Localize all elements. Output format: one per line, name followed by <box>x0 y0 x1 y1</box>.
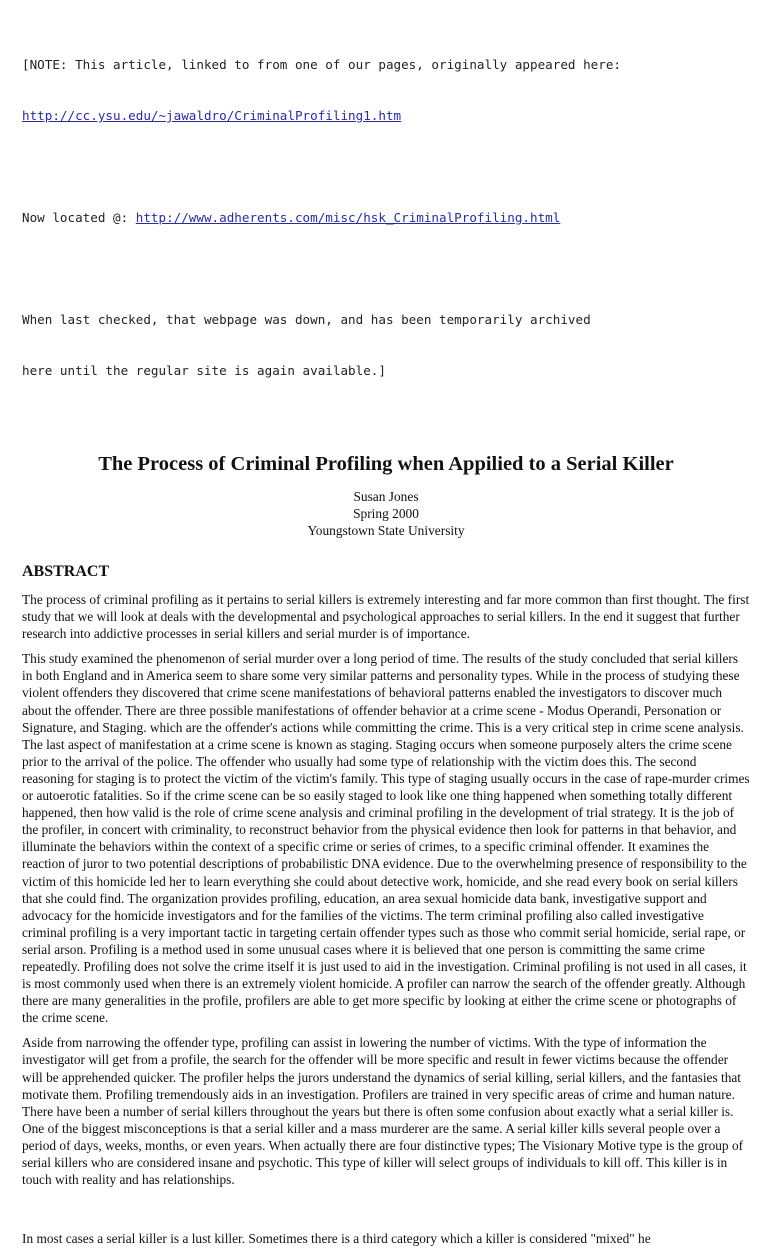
original-url-link[interactable]: http://cc.ysu.edu/~jawaldro/CriminalProfiling1.htm <box>22 108 402 123</box>
abstract-paragraph: The process of criminal profiling as it pertains to serial killers is extremely interesting and far more common than first thought. The first study that we will look at deals with the developmental and psychological approaches to serial killers. In the end it suggest that further research into addictive processes in serial killers and serial murder is of importance. <box>22 592 750 642</box>
now-located-line <box>22 209 750 226</box>
document-page <box>22 22 750 1255</box>
body-paragraph: This study examined the phenomenon of serial murder over a long period of time. The results of the study concluded that serial killers in both England and in America seem to share some very similar patterns and personality types. While in the process of studying these violent offenders they discovered that crime scene manifestations of behavioral patterns enabled the investigators to discover much about the offender. There are three possible manifestations of offender behavior at a crime scene - Modus Operandi, Personation or Signature, and Staging. which are the offender's actions while committing the crime. This is a very critical step in crime scene analysis. The last aspect of manifestation at a crime scene is known as staging. Staging occurs when someone purposely alters the crime scene prior to the arrival of the police. The offender who usually had some type of relationship with the victim does this. The second reasoning for staging is to protect the victim of the victim's family. This type of staging usually occurs in the case of rape-murder crimes or autoerotic fatalities. So if the crime scene can be so easily staged to look like one thing happened when something totally different happened, then how valid is the role of crime scene analysis and criminal profiling in the development of trial strategy. It is the job of the profiler, in concert with criminality, to reconstruct behavior from the physical evidence then look for patterns in that behavior, and illuminate the behaviors within the context of a specific crime or series of crimes, to a specific criminal offender. It examines the reaction of juror to two potential descriptions of probabilistic DNA evidence. Due to the overwhelming presence of responsibility to the victim of this homicide led her to learn everything she could about detective work, homicide, and she read every book on serial killers that she could find. The organization provides profiling, education, an area sexual homicide data bank, investigative support and advocacy for the homicide investigators and for the families of the victims. The term criminal profiling also called investigative criminal profiling is a very important tactic in targeting certain offender types such as those who commit serial homicide, serial rape, or serial arson. Profiling is a method used in some unusual cases where it is believed that one person is committing the same crime repeatedly. Profiling does not solve the crime itself it is just used to aid in the investigation. Criminal profiling is not used in all cases, it is most commonly used when there is an extremely violent homicide. A profiler can narrow the search of the offender greatly. Although there are many generalities in the profile, profilers are able to get more specific by looking at either the crime scene or photographs of the crime scene. <box>22 651 750 1026</box>
archive-line-1: When last checked, that webpage was down, and has been temporarily archived <box>22 312 591 327</box>
now-located-label: Now located @: <box>22 210 136 225</box>
term: Spring 2000 <box>353 506 419 521</box>
archive-note <box>22 22 750 413</box>
note-line-1: [NOTE: This article, linked to from one of our pages, originally appeared here: <box>22 57 621 72</box>
archive-line-2: here until the regular site is again available.] <box>22 363 386 378</box>
author-name: Susan Jones <box>353 489 419 504</box>
abstract-heading: ABSTRACT <box>22 563 110 580</box>
body-paragraph: Aside from narrowing the offender type, profiling can assist in lowering the number of victims. With the type of information the investigator will get from a profile, the search for the offender will be more specific and result in fewer victims because the offender will be apprehended quicker. The profiler helps the jurors understand the dynamics of serial killing, serial killers, and the fantasies that motivate them. Profiling tremendously aids in an investigation. Profilers are trained in very specific areas of crime and human nature. There have been a number of serial killers throughout the years but there is often some confusion about exactly what a serial killer is. One of the biggest misconceptions is that a serial killer and a mass murderer are the same. A serial killer kills several people over a period of days, weeks, months, or even years. When actually there are four distinctive types; The Visionary Motive type is the group of serial killers who are considered insane and psychotic. This type of killer will select groups of individuals to kill off. This killer is in touch with reality and has relationships. <box>22 1035 744 1188</box>
article-title: The Process of Criminal Profiling when Appilied to a Serial Killer <box>98 453 674 475</box>
university: Youngstown State University <box>307 523 465 538</box>
cutoff-paragraph: In most cases a serial killer is a lust killer. Sometimes there is a third category which a killer is considered "mixed" he <box>22 1231 651 1247</box>
byline <box>22 488 750 539</box>
now-located-url-link[interactable]: http://www.adherents.com/misc/hsk_CriminalProfiling.html <box>135 210 561 225</box>
